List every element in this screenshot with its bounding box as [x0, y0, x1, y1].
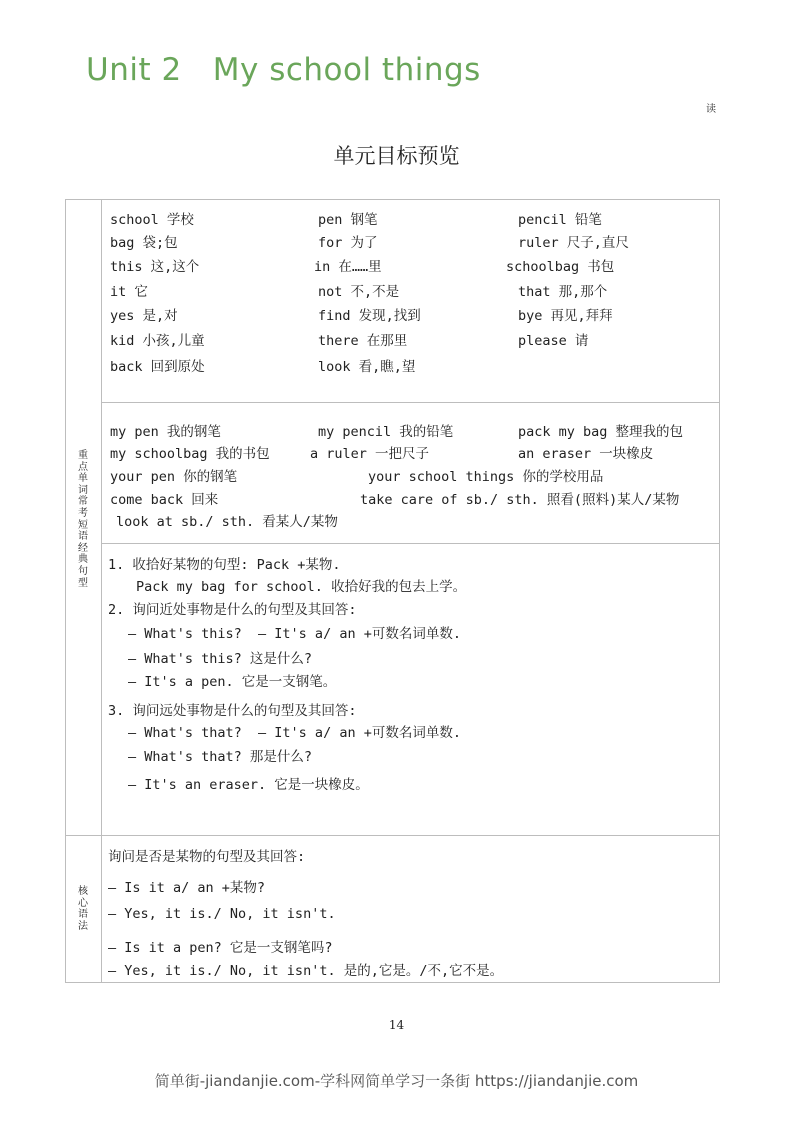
word-entry: pencil 铅笔 — [518, 212, 602, 228]
sentence-example: — It's a pen. 它是一支钢笔。 — [128, 674, 337, 690]
sentence-example: — It's an eraser. 它是一块橡皮。 — [128, 777, 369, 793]
sentence-pattern: 1. 收拾好某物的句型: Pack +某物. — [108, 557, 341, 573]
word-entry: in 在……里 — [314, 259, 382, 275]
word-entry: ruler 尺子,直尺 — [518, 235, 629, 251]
word-entry: kid 小孩,儿童 — [110, 333, 205, 349]
phrase-entry: take care of sb./ sth. 照看(照料)某人/某物 — [360, 492, 680, 508]
phrase-entry: come back 回来 — [110, 492, 219, 508]
word-entry: there 在那里 — [318, 333, 408, 349]
word-entry: school 学校 — [110, 212, 194, 228]
grammar-line: — Yes, it is./ No, it isn't. — [108, 906, 336, 922]
sentence-example: Pack my bag for school. 收拾好我的包去上学。 — [136, 579, 467, 595]
side-label-vocab: 重点单词常考短语经典句型 — [78, 450, 88, 589]
sentence-pattern: 3. 询问远处事物是什么的句型及其回答: — [108, 703, 357, 719]
phrase-entry: your pen 你的钢笔 — [110, 469, 238, 485]
word-entry: for 为了 — [318, 235, 378, 251]
table-row-divider — [101, 402, 720, 403]
phrase-entry: look at sb./ sth. 看某人/某物 — [116, 514, 338, 530]
phrase-entry: my pen 我的钢笔 — [110, 424, 221, 440]
table-column-divider — [101, 199, 102, 983]
word-entry: please 请 — [518, 333, 589, 349]
side-label-grammar: 核心语法 — [78, 886, 88, 932]
footer-watermark: 简单街-jiandanjie.com-学科网简单学习一条街 https://jiandanjie.com — [154, 1072, 639, 1090]
grammar-line: — Is it a pen? 它是一支钢笔吗? — [108, 940, 333, 956]
grammar-line: — Is it a/ an +某物? — [108, 880, 266, 896]
word-entry: bye 再见,拜拜 — [518, 308, 613, 324]
phrase-entry: my pencil 我的铅笔 — [318, 424, 454, 440]
word-entry: yes 是,对 — [110, 308, 178, 324]
sentence-example: — What's this? 这是什么? — [128, 651, 313, 667]
corner-mark: 读 — [706, 104, 716, 115]
word-entry: look 看,瞧,望 — [318, 359, 416, 375]
phrase-entry: your school things 你的学校用品 — [368, 469, 604, 485]
word-entry: this 这,这个 — [110, 259, 200, 275]
grammar-heading: 询问是否是某物的句型及其回答: — [108, 849, 306, 865]
word-entry: it 它 — [110, 284, 148, 300]
phrase-entry: my schoolbag 我的书包 — [110, 446, 270, 462]
word-entry: schoolbag 书包 — [506, 259, 615, 275]
phrase-entry: a ruler 一把尺子 — [310, 446, 430, 462]
word-entry: back 回到原处 — [110, 359, 205, 375]
sentence-example: — What's that? — It's a/ an +可数名词单数. — [128, 725, 461, 741]
phrase-entry: pack my bag 整理我的包 — [518, 424, 684, 440]
page-heading: 单元目标预览 — [333, 144, 460, 168]
sentence-example: — What's that? 那是什么? — [128, 749, 313, 765]
page-number: 14 — [388, 1018, 405, 1032]
word-entry: not 不,不是 — [318, 284, 400, 300]
word-entry: pen 钢笔 — [318, 212, 378, 228]
sentence-pattern: 2. 询问近处事物是什么的句型及其回答: — [108, 602, 357, 618]
grammar-line: — Yes, it is./ No, it isn't. 是的,它是。/不,它不是。 — [108, 963, 504, 979]
word-entry: find 发现,找到 — [318, 308, 421, 324]
phrase-entry: an eraser 一块橡皮 — [518, 446, 654, 462]
word-entry: bag 袋;包 — [110, 235, 178, 251]
sentence-example: — What's this? — It's a/ an +可数名词单数. — [128, 626, 461, 642]
table-row-divider — [65, 835, 720, 836]
unit-title: Unit 2 My school things — [86, 52, 481, 88]
word-entry: that 那,那个 — [518, 284, 608, 300]
table-row-divider — [101, 543, 720, 544]
